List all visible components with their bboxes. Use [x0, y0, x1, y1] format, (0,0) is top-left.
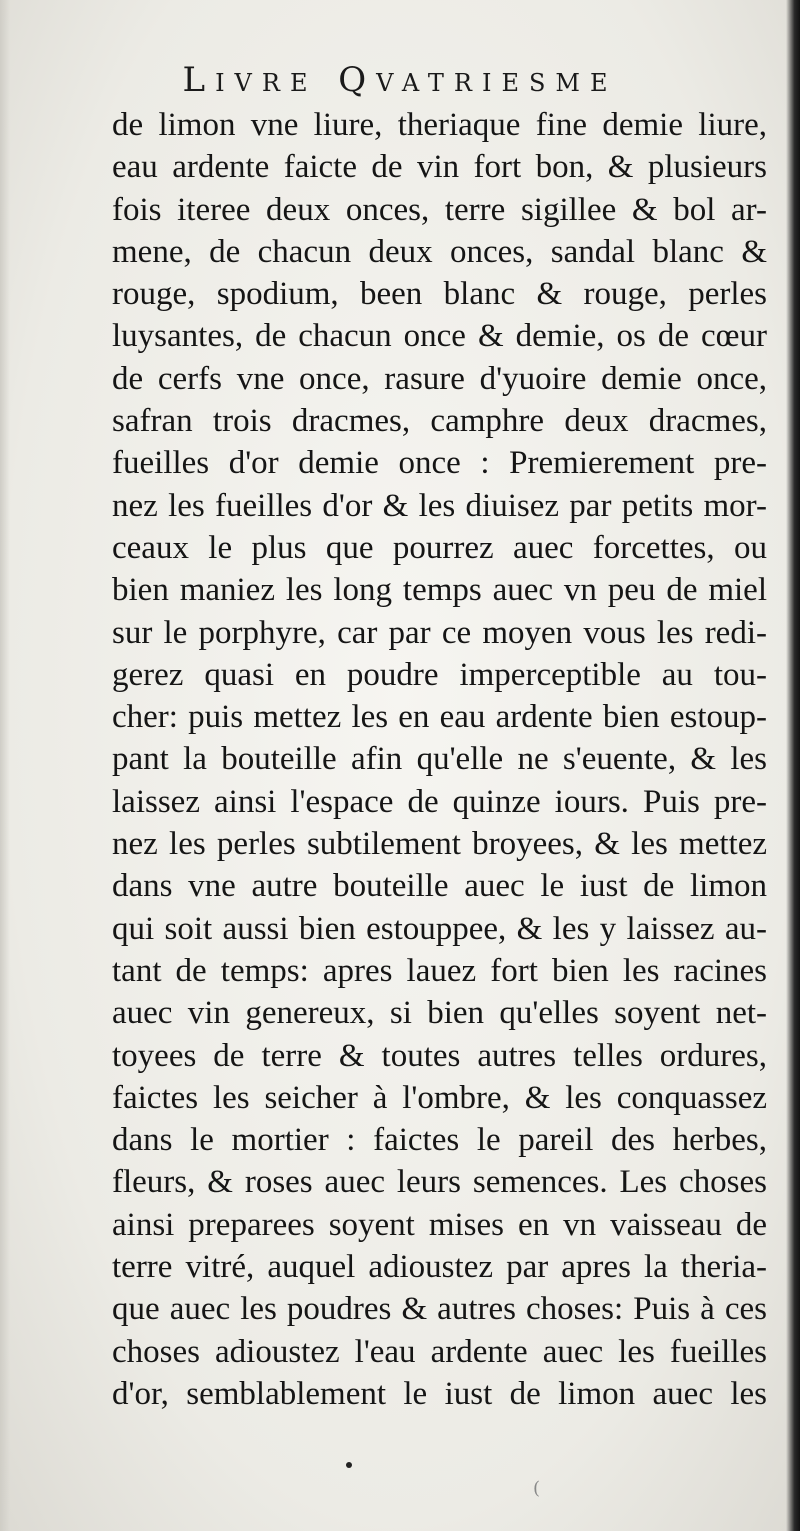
margin-mark: ( [533, 1478, 541, 1499]
page-gutter-shadow [786, 0, 800, 1531]
text-line: qui soit aussi bien estouppee, & les y laissez au- [112, 910, 767, 947]
text-line: fois iteree deux onces, terre sigillee & bol ar- [112, 191, 767, 228]
footer-dot [346, 1462, 352, 1468]
text-line: de limon vne liure, theriaque fine demie liure, [112, 107, 767, 143]
text-line: gerez quasi en poudre imperceptible au tou- [112, 656, 767, 693]
text-line: luysantes, de chacun once & demie, os de cœur [112, 318, 767, 355]
text-line: laissez ainsi l'espace de quinze iours. Puis pre- [112, 783, 767, 820]
text-line: dans vne autre bouteille auec le iust de limon [112, 868, 767, 905]
text-line: terre vitré, auquel adioustez par apres la theria- [112, 1249, 767, 1286]
text-line: ainsi preparees soyent mises en vn vaisseau de [112, 1206, 767, 1243]
text-line: mene, de chacun deux onces, sandal blanc & [112, 233, 767, 270]
text-line: nez les fueilles d'or & les diuisez par petits mor- [112, 487, 767, 524]
text-line: eau ardente faicte de vin fort bon, & plusieurs [112, 149, 767, 186]
text-line: toyees de terre & toutes autres telles ordures, [112, 1037, 767, 1074]
text-line: que auec les poudres & autres choses: Puis à ces [112, 1291, 767, 1328]
text-line: sur le porphyre, car par ce moyen vous les redi- [112, 614, 767, 651]
page-left-edge [0, 0, 10, 1531]
text-line: nez les perles subtilement broyees, & les mettez [112, 826, 767, 863]
text-line: fueilles d'or demie once : Premierement pre- [112, 445, 767, 482]
text-line: ceaux le plus que pourrez auec forcettes, ou [112, 529, 767, 566]
text-line: dans le mortier : faictes le pareil des herbes, [112, 1122, 767, 1159]
text-line: de cerfs vne once, rasure d'yuoire demie once, [112, 360, 767, 397]
body-text [112, 104, 767, 1415]
text-line: faictes les seicher à l'ombre, & les conquassez [112, 1079, 767, 1116]
text-line: safran trois dracmes, camphre deux dracmes, [112, 403, 767, 440]
text-line: auec vin genereux, si bien qu'elles soyent net- [112, 995, 767, 1032]
text-line: bien maniez les long temps auec vn peu de miel [112, 572, 767, 609]
text-line: fleurs, & roses auec leurs semences. Les choses [112, 1164, 767, 1201]
text-line: cher: puis mettez les en eau ardente bien estoup- [112, 699, 767, 736]
text-line: d'or, semblablement le iust de limon auec les [112, 1375, 767, 1412]
text-line: choses adioustez l'eau ardente auec les fueilles [112, 1333, 767, 1370]
text-line: tant de temps: apres lauez fort bien les racines [112, 952, 767, 989]
running-head: Livre Qvatriesme [182, 60, 618, 100]
text-line: rouge, spodium, been blanc & rouge, perles [112, 276, 767, 313]
text-line: pant la bouteille afin qu'elle ne s'euente, & les [112, 741, 767, 778]
